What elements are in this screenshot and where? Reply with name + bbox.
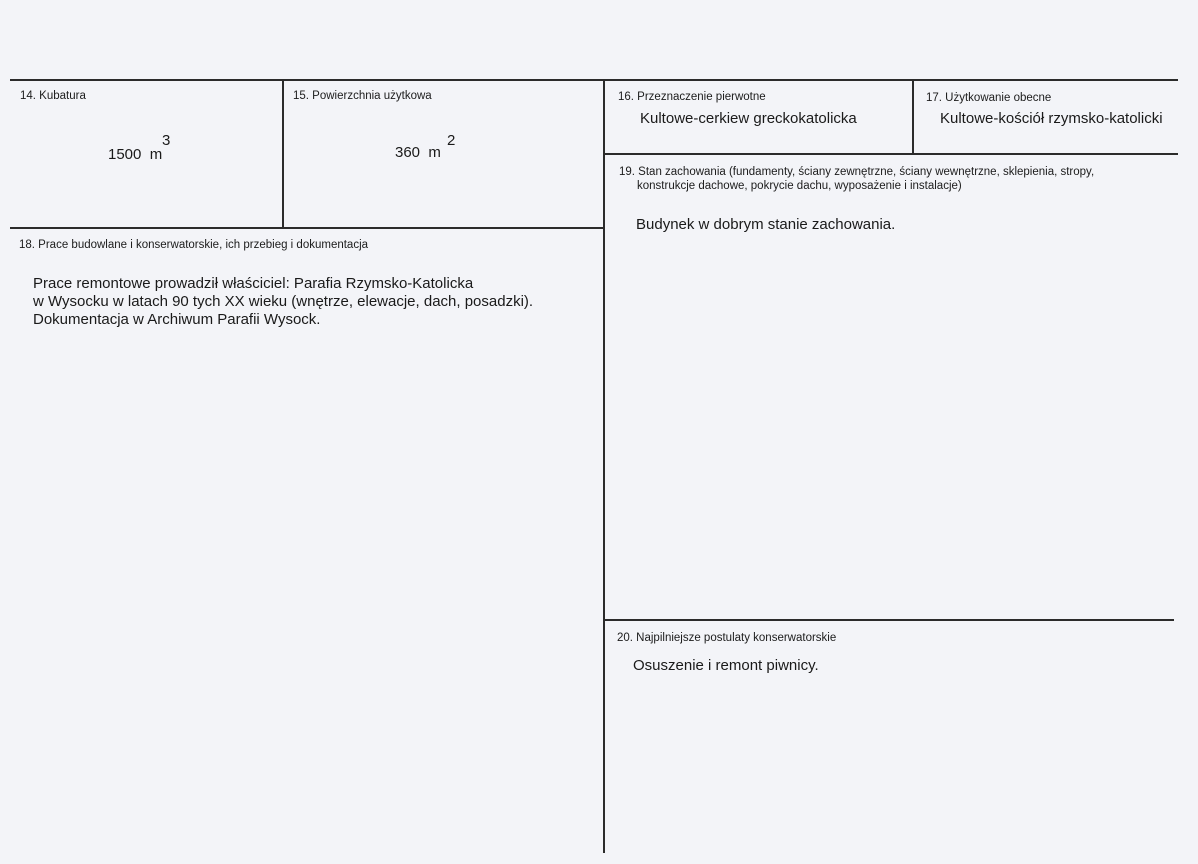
stan-label-line-2: konstrukcje dachowe, pokrycie dachu, wyposażenie i instalacje) [637,180,962,192]
top-border-line [10,79,1178,81]
powierzchnia-number: 360 [395,144,421,161]
line-under-16-17 [604,153,1178,155]
przeznaczenie-value: Kultowe-cerkiew greckokatolicka [640,110,857,127]
prace-line-3: Dokumentacja w Archiwum Parafii Wysock. [33,311,321,328]
powierzchnia-exponent: 2 [447,132,456,149]
powierzchnia-label: 15. Powierzchnia użytkowa [293,90,432,102]
kubatura-number: 1500 [108,146,142,163]
przeznaczenie-label: 16. Przeznaczenie pierwotne [618,91,766,103]
postulaty-value: Osuszenie i remont piwnicy. [633,657,819,674]
prace-label: 18. Prace budowlane i konserwatorskie, ich przebieg i dokumentacja [19,239,369,251]
divider-16-17 [912,80,914,154]
line-under-14-15 [10,227,604,229]
kubatura-label: 14. Kubatura [20,90,86,102]
powierzchnia-value [395,144,441,162]
prace-text [33,275,533,329]
kubatura-exponent: 3 [162,132,171,149]
prace-line-2: w Wysocku w latach 90 tych XX wieku (wnętrze, elewacje, dach, posadzki). [33,293,534,310]
kubatura-value [108,146,162,164]
center-divider [603,80,605,853]
stan-label-line-1: 19. Stan zachowania (fundamenty, ściany zewnętrzne, ściany wewnętrzne, sklepienia, stropy, [619,166,1095,178]
uzytkowanie-value: Kultowe-kościół rzymsko-katolicki [940,110,1163,127]
kubatura-unit: m [149,146,163,163]
postulaty-label: 20. Najpilniejsze postulaty konserwatorskie [617,632,837,644]
prace-line-1: Prace remontowe prowadził właściciel: Parafia Rzymsko-Katolicka [33,275,474,292]
divider-14-15 [282,80,284,228]
line-above-20 [604,619,1174,621]
uzytkowanie-label: 17. Użytkowanie obecne [926,92,1052,104]
powierzchnia-unit: m [428,144,441,161]
stan-value: Budynek w dobrym stanie zachowania. [636,216,896,233]
